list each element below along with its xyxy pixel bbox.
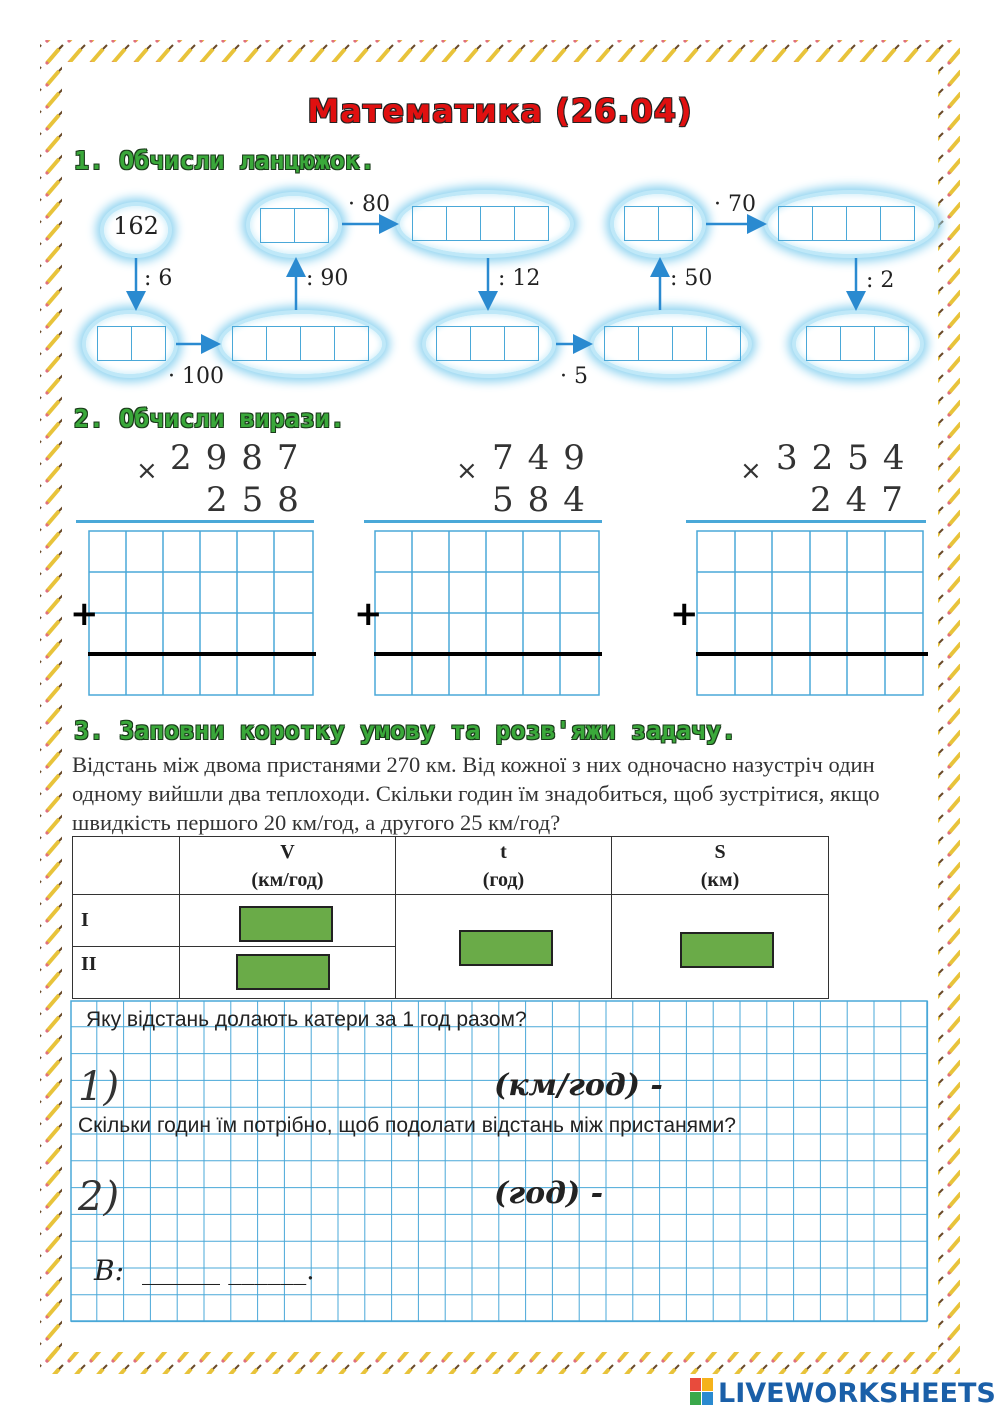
question-2: Скільки годин їм потрібно, щоб подолати відстань між пристанями?	[78, 1114, 736, 1137]
liveworksheets-logo-icon	[690, 1378, 714, 1406]
answer-grid-1[interactable]	[88, 530, 316, 698]
step-1-result-input[interactable]	[672, 1072, 912, 1108]
result-line	[364, 520, 602, 523]
op-7: : 50	[670, 266, 713, 291]
col-t-unit: (год)	[482, 868, 525, 891]
col-v-label: V	[280, 840, 295, 863]
plus-sign: +	[670, 594, 699, 634]
step-2-number: 2)	[78, 1174, 120, 1220]
task3-heading: 3. Заповни коротку умову та розв'яжи задачу.	[74, 716, 737, 745]
answer-box-v1[interactable]	[239, 906, 333, 942]
start-number: 162	[113, 212, 159, 240]
op-1: : 6	[144, 266, 173, 291]
question-1: Яку відстань долають катери за 1 год разом?	[86, 1008, 527, 1031]
times-sign: ×	[136, 456, 158, 486]
row-ii-label: II	[73, 947, 180, 999]
op-6: · 5	[560, 364, 588, 389]
answer-line[interactable]: ______ ______.	[142, 1256, 315, 1286]
result-line	[76, 520, 314, 523]
task1-heading: 1. Обчисли ланцюжок.	[74, 146, 376, 175]
answer-box-t[interactable]	[459, 930, 553, 966]
answer-label: В:	[94, 1254, 125, 1287]
col-t-label: t	[500, 840, 507, 863]
step-2-expression-input[interactable]	[140, 1180, 480, 1216]
row-i-label: I	[73, 895, 180, 947]
multiplicand: 3254	[776, 438, 919, 478]
col-s-label: S	[714, 840, 726, 863]
footer-brand: LIVEWORKSHEETS	[718, 1378, 996, 1409]
answer-grid-3[interactable]	[696, 530, 928, 698]
op-8: · 70	[714, 192, 756, 217]
problem-text: Відстань між двома пристанями 270 км. Від кожної з них одночасно назустріч один одному вийшли два теплоходи. Скільки годин їм знадобиться, щоб зустрітися, якщо швидкість першого 20 км/год, а другого 25 км/год?	[72, 752, 880, 835]
times-sign: ×	[456, 456, 478, 486]
op-3: : 90	[306, 266, 349, 291]
multiplicand: 2987	[170, 438, 313, 478]
plus-sign: +	[354, 594, 383, 634]
op-2: · 100	[168, 364, 224, 389]
result-line	[686, 520, 926, 523]
op-4: · 80	[348, 192, 390, 217]
col-s-unit: (км)	[700, 868, 740, 891]
op-5: : 12	[498, 266, 541, 291]
answer-box-v2[interactable]	[236, 954, 330, 990]
multiplier: 584	[492, 480, 599, 520]
times-sign: ×	[740, 456, 762, 486]
answer-box-s[interactable]	[680, 932, 774, 968]
col-v-unit: (км/год)	[251, 868, 324, 891]
step-1-expression-input[interactable]	[140, 1072, 480, 1108]
task2-heading: 2. Обчисли вирази.	[74, 404, 345, 433]
step-2-unit: (год) -	[494, 1176, 604, 1211]
page-title: Математика (26.04)	[307, 92, 693, 130]
step-2-result-input[interactable]	[612, 1180, 852, 1216]
chain-arrows	[0, 0, 1000, 420]
plus-sign: +	[70, 594, 99, 634]
multiplicand: 749	[492, 438, 599, 478]
condition-table	[72, 836, 829, 999]
step-1-unit: (км/год) -	[494, 1068, 663, 1103]
step-1-number: 1)	[78, 1064, 120, 1110]
op-9: : 2	[866, 268, 895, 293]
multiplier: 247	[810, 480, 917, 520]
multiplier: 258	[206, 480, 313, 520]
answer-grid-2[interactable]	[374, 530, 602, 698]
